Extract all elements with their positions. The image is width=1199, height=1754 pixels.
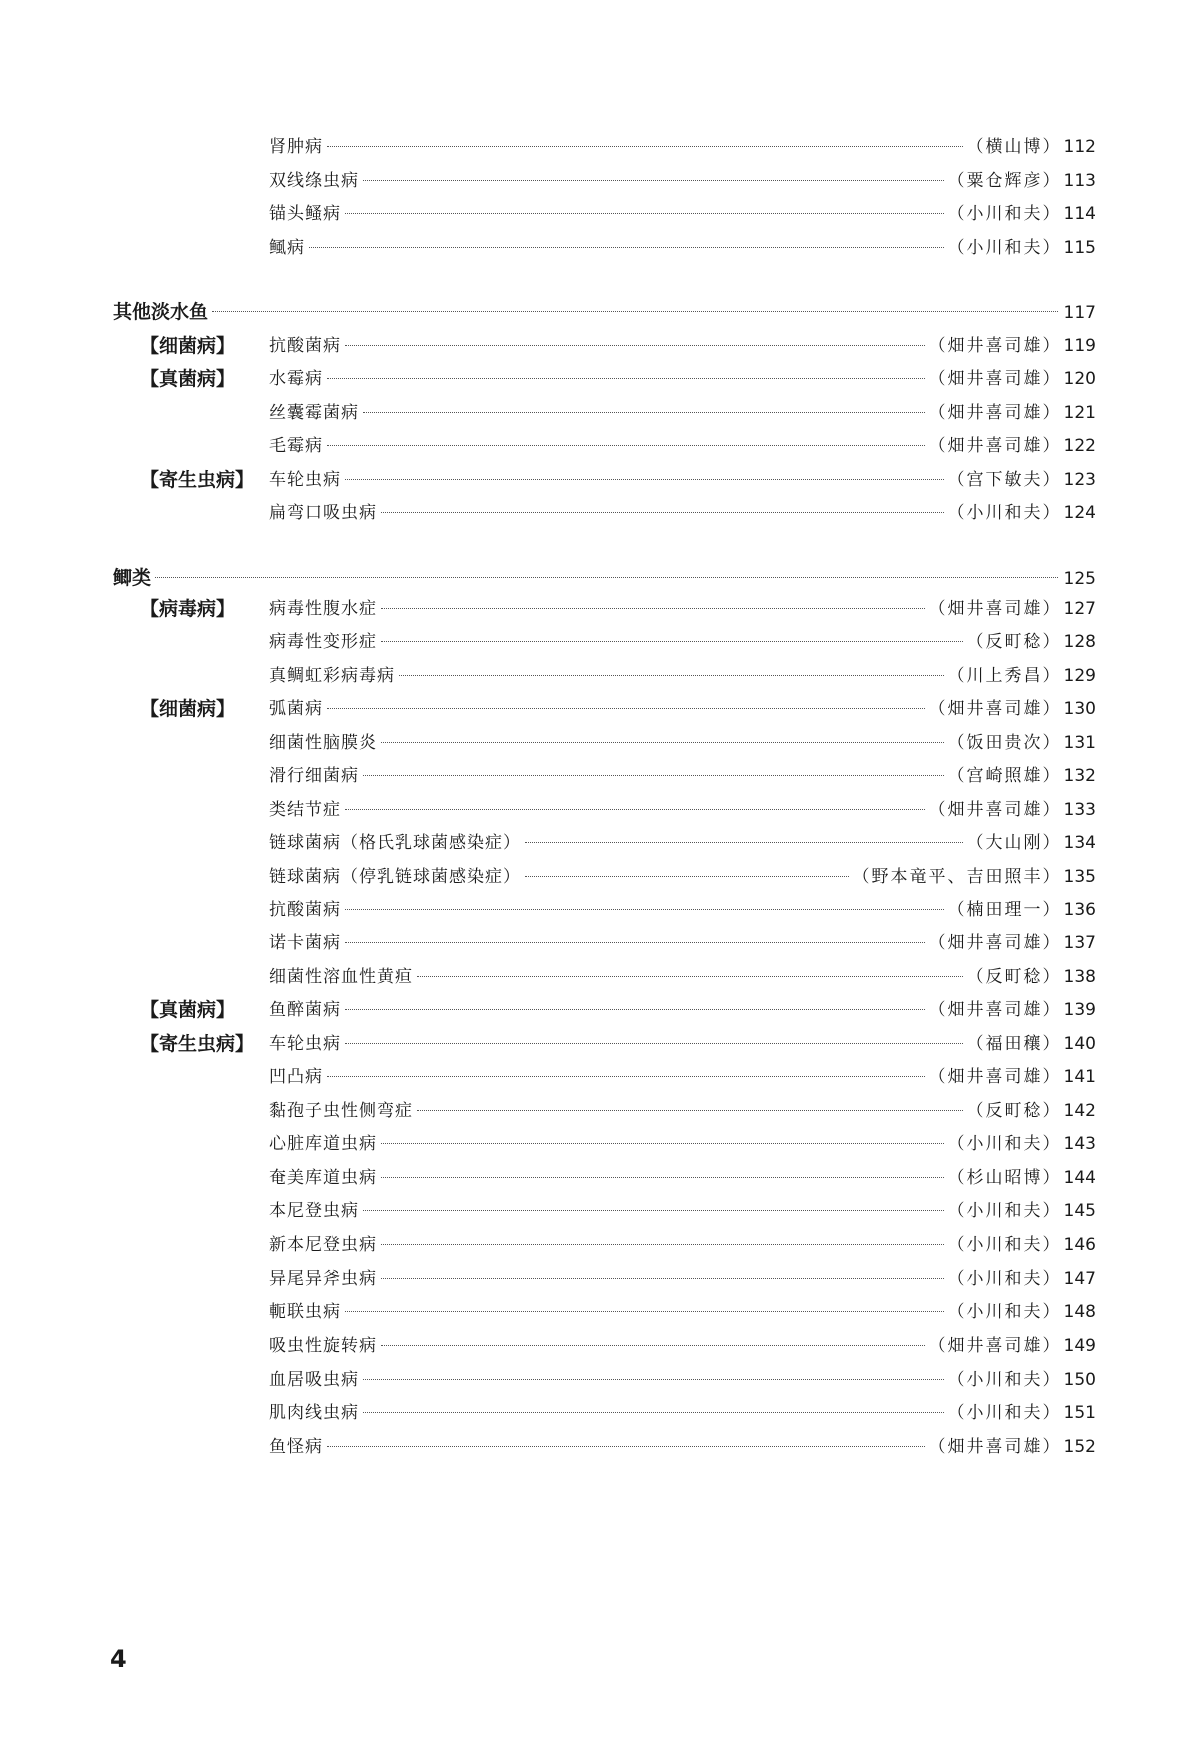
dot-leader — [345, 479, 944, 480]
toc-category: 【病毒病】 — [140, 598, 236, 620]
dot-leader — [345, 213, 944, 214]
toc-line — [269, 1062, 1096, 1092]
toc-page-number: 130 — [1063, 699, 1096, 719]
dot-leader — [309, 247, 944, 248]
toc-author: （畑井喜司雄） — [928, 336, 1062, 356]
toc-line — [269, 862, 1096, 892]
dot-leader — [381, 742, 944, 743]
toc-page-number: 138 — [1063, 967, 1096, 987]
toc-title: 弧菌病 — [269, 699, 323, 719]
toc-page-number: 144 — [1063, 1168, 1096, 1188]
toc-title: 丝囊霉菌病 — [269, 403, 359, 423]
toc-title: 病毒性腹水症 — [269, 599, 377, 619]
toc-line — [269, 594, 1096, 624]
toc-entry — [0, 398, 1199, 428]
toc-entry — [0, 761, 1199, 791]
toc-line — [269, 661, 1096, 691]
dot-leader — [363, 1379, 944, 1380]
toc-page-number: 117 — [1063, 303, 1096, 323]
toc-line — [269, 199, 1096, 229]
toc-category: 【寄生虫病】 — [140, 1033, 255, 1055]
toc-line — [269, 1264, 1096, 1294]
toc-line — [269, 694, 1096, 724]
toc-entry — [0, 1432, 1199, 1462]
toc-entry — [0, 1264, 1199, 1294]
dot-leader — [345, 1043, 963, 1044]
toc-author: （畑井喜司雄） — [928, 699, 1062, 719]
toc-author: （楠田理一） — [947, 900, 1062, 920]
toc-title: 车轮虫病 — [269, 1034, 341, 1054]
toc-author: （小川和夫） — [947, 1302, 1062, 1322]
dot-leader — [417, 1110, 963, 1111]
toc-category: 【细菌病】 — [140, 698, 236, 720]
dot-leader — [345, 942, 925, 943]
dot-leader — [381, 608, 925, 609]
toc-line — [269, 1331, 1096, 1361]
toc-page-number: 115 — [1063, 238, 1096, 258]
toc-line — [269, 1432, 1096, 1462]
toc-category: 【寄生虫病】 — [140, 469, 255, 491]
toc-page-number: 113 — [1063, 171, 1096, 191]
toc-entry — [0, 661, 1199, 691]
toc-entry — [0, 1029, 1199, 1059]
dot-leader — [525, 876, 849, 877]
toc-entry — [0, 233, 1199, 263]
toc-page-number: 149 — [1063, 1336, 1096, 1356]
dot-leader — [363, 1210, 944, 1211]
toc-page-number: 151 — [1063, 1403, 1096, 1423]
toc-title: 心脏库道虫病 — [269, 1134, 377, 1154]
toc-category: 【真菌病】 — [140, 368, 236, 390]
toc-line — [269, 498, 1096, 528]
dot-leader — [381, 1244, 944, 1245]
toc-section — [0, 297, 1199, 327]
toc-title: 軛联虫病 — [269, 1302, 341, 1322]
toc-page-number: 146 — [1063, 1235, 1096, 1255]
dot-leader — [381, 1345, 925, 1346]
toc-page-number: 122 — [1063, 436, 1096, 456]
toc-title: 凹凸病 — [269, 1067, 323, 1087]
toc-title: 黏孢子虫性侧弯症 — [269, 1101, 413, 1121]
toc-page-number: 131 — [1063, 733, 1096, 753]
toc-title: 抗酸菌病 — [269, 336, 341, 356]
dot-leader — [363, 775, 944, 776]
dot-leader — [381, 641, 963, 642]
toc-entry — [0, 364, 1199, 394]
toc-author: （畑井喜司雄） — [928, 436, 1062, 456]
dot-leader — [363, 1412, 944, 1413]
toc-title: 吸虫性旋转病 — [269, 1336, 377, 1356]
toc-entry — [0, 1331, 1199, 1361]
toc-author: （宫下敏夫） — [947, 470, 1062, 490]
toc-author: （横山博） — [966, 137, 1062, 157]
toc-entry — [0, 895, 1199, 925]
toc-page-number: 141 — [1063, 1067, 1096, 1087]
toc-author: （小川和夫） — [947, 1269, 1062, 1289]
toc-author: （小川和夫） — [947, 1134, 1062, 1154]
toc-line — [113, 563, 1096, 593]
toc-title: 鱼怪病 — [269, 1437, 323, 1457]
toc-author: （小川和夫） — [947, 1235, 1062, 1255]
toc-entry — [0, 627, 1199, 657]
toc-line — [269, 331, 1096, 361]
toc-title: 链球菌病（格氏乳球菌感染症） — [269, 833, 521, 853]
toc-author: （小川和夫） — [947, 238, 1062, 258]
toc-title: 肌肉线虫病 — [269, 1403, 359, 1423]
toc-author: （小川和夫） — [947, 204, 1062, 224]
toc-line — [269, 895, 1096, 925]
toc-page-number: 112 — [1063, 137, 1096, 157]
toc-line — [269, 995, 1096, 1025]
toc-line — [269, 1365, 1096, 1395]
toc-line — [269, 132, 1096, 162]
toc-author: （畑井喜司雄） — [928, 599, 1062, 619]
toc-author: （小川和夫） — [947, 1201, 1062, 1221]
dot-leader — [381, 1143, 944, 1144]
dot-leader — [399, 675, 944, 676]
toc-author: （畑井喜司雄） — [928, 369, 1062, 389]
toc-line — [269, 962, 1096, 992]
toc-entry — [0, 166, 1199, 196]
toc-entry — [0, 331, 1199, 361]
toc-title: 奄美库道虫病 — [269, 1168, 377, 1188]
toc-page-number: 119 — [1063, 336, 1096, 356]
toc-title: 真鲷虹彩病毒病 — [269, 666, 395, 686]
dot-leader — [327, 708, 925, 709]
dot-leader — [363, 412, 925, 413]
toc-title: 血居吸虫病 — [269, 1370, 359, 1390]
toc-title: 异尾异斧虫病 — [269, 1269, 377, 1289]
toc-entry — [0, 1163, 1199, 1193]
toc-entry — [0, 1062, 1199, 1092]
toc-author: （小川和夫） — [947, 1370, 1062, 1390]
toc-page-number: 127 — [1063, 599, 1096, 619]
toc-entry — [0, 465, 1199, 495]
toc-title: 细菌性脑膜炎 — [269, 733, 377, 753]
dot-leader — [345, 1311, 944, 1312]
toc-page-number: 128 — [1063, 632, 1096, 652]
toc-entry — [0, 1297, 1199, 1327]
toc-author: （大山刚） — [966, 833, 1062, 853]
toc-line — [269, 928, 1096, 958]
toc-title: 车轮虫病 — [269, 470, 341, 490]
toc-author: （宫崎照雄） — [947, 766, 1062, 786]
toc-line — [269, 465, 1096, 495]
toc-page-number: 137 — [1063, 933, 1096, 953]
toc-line — [269, 1096, 1096, 1126]
toc-title: 细菌性溶血性黄疸 — [269, 967, 413, 987]
toc-author: （畑井喜司雄） — [928, 1336, 1062, 1356]
toc-author: （反町稔） — [966, 967, 1062, 987]
toc-page-number: 123 — [1063, 470, 1096, 490]
toc-entry — [0, 828, 1199, 858]
toc-entry — [0, 1096, 1199, 1126]
toc-author: （福田穰） — [966, 1034, 1062, 1054]
toc-entry — [0, 1129, 1199, 1159]
toc-entry — [0, 962, 1199, 992]
toc-entry — [0, 694, 1199, 724]
toc-author: （畑井喜司雄） — [928, 800, 1062, 820]
toc-line — [269, 1196, 1096, 1226]
toc-entry — [0, 728, 1199, 758]
toc-author: （小川和夫） — [947, 503, 1062, 523]
toc-entry — [0, 498, 1199, 528]
toc-author: （畑井喜司雄） — [928, 933, 1062, 953]
dot-leader — [345, 909, 944, 910]
toc-title: 其他淡水鱼 — [113, 301, 209, 323]
toc-line — [269, 1398, 1096, 1428]
toc-title: 鱼醉菌病 — [269, 1000, 341, 1020]
dot-leader — [212, 311, 1058, 312]
toc-author: （畑井喜司雄） — [928, 1067, 1062, 1087]
toc-line — [269, 431, 1096, 461]
dot-leader — [327, 1076, 925, 1077]
toc-category: 【细菌病】 — [140, 335, 236, 357]
toc-line — [269, 728, 1096, 758]
dot-leader — [327, 378, 925, 379]
toc-title: 扁弯口吸虫病 — [269, 503, 377, 523]
toc-page-number: 143 — [1063, 1134, 1096, 1154]
toc-category: 【真菌病】 — [140, 999, 236, 1021]
toc-page-number: 145 — [1063, 1201, 1096, 1221]
toc-page-number: 150 — [1063, 1370, 1096, 1390]
toc-entry — [0, 995, 1199, 1025]
dot-leader — [345, 345, 925, 346]
toc-author: （饭田贵次） — [947, 733, 1062, 753]
toc-entry — [0, 199, 1199, 229]
dot-leader — [381, 1177, 944, 1178]
toc-author: （畑井喜司雄） — [928, 1437, 1062, 1457]
toc-author: （反町稔） — [966, 632, 1062, 652]
toc-page-number: 114 — [1063, 204, 1096, 224]
toc-title: 抗酸菌病 — [269, 900, 341, 920]
toc-title: 滑行细菌病 — [269, 766, 359, 786]
toc-page-number: 147 — [1063, 1269, 1096, 1289]
toc-page-number: 125 — [1063, 569, 1096, 589]
toc-entry — [0, 594, 1199, 624]
toc-title: 毛霉病 — [269, 436, 323, 456]
toc-author: （畑井喜司雄） — [928, 403, 1062, 423]
toc-author: （野本竜平、吉田照丰） — [852, 867, 1062, 887]
toc-page-number: 133 — [1063, 800, 1096, 820]
toc-line — [269, 1297, 1096, 1327]
dot-leader — [381, 512, 944, 513]
toc-title: 双线绦虫病 — [269, 171, 359, 191]
toc-line — [269, 166, 1096, 196]
toc-author: （杉山昭博） — [947, 1168, 1062, 1188]
toc-line — [269, 795, 1096, 825]
toc-line — [269, 364, 1096, 394]
toc-page-number: 134 — [1063, 833, 1096, 853]
toc-page-number: 120 — [1063, 369, 1096, 389]
toc-page-number: 121 — [1063, 403, 1096, 423]
toc-entry — [0, 1196, 1199, 1226]
dot-leader — [363, 180, 944, 181]
toc-line — [269, 627, 1096, 657]
toc-title: 鲫类 — [113, 567, 152, 589]
toc-page-number: 136 — [1063, 900, 1096, 920]
toc-entry — [0, 132, 1199, 162]
toc-author: （粟仓辉彦） — [947, 171, 1062, 191]
toc-entry — [0, 862, 1199, 892]
toc-page-number: 142 — [1063, 1101, 1096, 1121]
toc-entry — [0, 431, 1199, 461]
dot-leader — [381, 1278, 944, 1279]
toc-page-number: 140 — [1063, 1034, 1096, 1054]
dot-leader — [345, 1009, 925, 1010]
toc-line — [269, 1029, 1096, 1059]
toc-title: 病毒性变形症 — [269, 632, 377, 652]
toc-line — [269, 1163, 1096, 1193]
toc-title: 肾肿病 — [269, 137, 323, 157]
toc-title: 本尼登虫病 — [269, 1201, 359, 1221]
toc-title: 鲺病 — [269, 238, 305, 258]
toc-title: 链球菌病（停乳链球菌感染症） — [269, 867, 521, 887]
toc-line — [269, 398, 1096, 428]
toc-line — [113, 297, 1096, 327]
toc-page-number: 135 — [1063, 867, 1096, 887]
toc-author: （畑井喜司雄） — [928, 1000, 1062, 1020]
toc-line — [269, 1129, 1096, 1159]
dot-leader — [525, 842, 963, 843]
toc-page-number: 129 — [1063, 666, 1096, 686]
toc-title: 锚头鳋病 — [269, 204, 341, 224]
toc-entry — [0, 1398, 1199, 1428]
toc-entry — [0, 928, 1199, 958]
toc-line — [269, 761, 1096, 791]
dot-leader — [327, 146, 963, 147]
toc-line — [269, 828, 1096, 858]
page-number: 4 — [110, 1645, 127, 1673]
toc-title: 水霉病 — [269, 369, 323, 389]
toc-entry — [0, 1230, 1199, 1260]
toc-author: （小川和夫） — [947, 1403, 1062, 1423]
dot-leader — [155, 577, 1058, 578]
toc-entry — [0, 1365, 1199, 1395]
toc-title: 新本尼登虫病 — [269, 1235, 377, 1255]
toc-line — [269, 233, 1096, 263]
toc-page-number: 152 — [1063, 1437, 1096, 1457]
toc-title: 类结节症 — [269, 800, 341, 820]
toc-author: （反町稔） — [966, 1101, 1062, 1121]
toc-line — [269, 1230, 1096, 1260]
toc-entry — [0, 795, 1199, 825]
dot-leader — [327, 445, 925, 446]
toc-page-number: 124 — [1063, 503, 1096, 523]
dot-leader — [417, 976, 963, 977]
toc-page-number: 139 — [1063, 1000, 1096, 1020]
toc-page-number: 148 — [1063, 1302, 1096, 1322]
toc-author: （川上秀昌） — [947, 666, 1062, 686]
dot-leader — [327, 1446, 925, 1447]
dot-leader — [345, 809, 925, 810]
toc-section — [0, 563, 1199, 593]
toc-page-number: 132 — [1063, 766, 1096, 786]
toc-title: 诺卡菌病 — [269, 933, 341, 953]
